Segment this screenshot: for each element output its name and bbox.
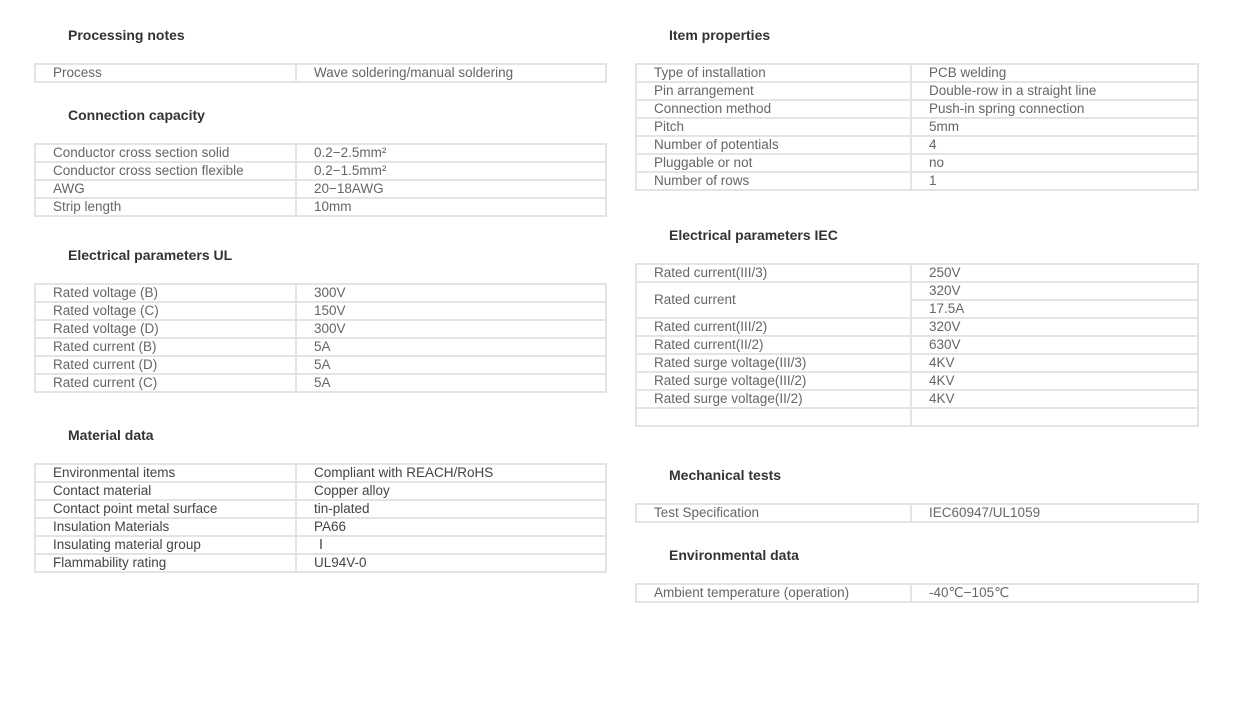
table-row <box>35 198 606 216</box>
row-value: 10mm <box>296 198 606 216</box>
connection-capacity-table <box>34 143 607 217</box>
table-row <box>35 518 606 536</box>
row-value: tin-plated <box>296 500 606 518</box>
row-label: Rated current (C) <box>35 374 296 392</box>
electrical-ul-table <box>34 283 607 393</box>
row-label: Contact point metal surface <box>35 500 296 518</box>
item-properties-title: Item properties <box>669 27 771 43</box>
row-label: Pitch <box>636 118 911 136</box>
row-label: Rated current(III/2) <box>636 318 911 336</box>
row-label: AWG <box>35 180 296 198</box>
row-label: Number of rows <box>636 172 911 190</box>
row-label: Number of potentials <box>636 136 911 154</box>
row-value: 320V <box>911 282 1198 300</box>
row-label: Environmental items <box>35 464 296 482</box>
environmental-data-table <box>635 583 1199 603</box>
row-label: Conductor cross section solid <box>35 144 296 162</box>
row-value: 320V <box>911 318 1198 336</box>
table-row <box>636 264 1198 282</box>
table-row <box>636 372 1198 390</box>
row-label: Connection method <box>636 100 911 118</box>
row-label: Rated voltage (B) <box>35 284 296 302</box>
row-label: Rated surge voltage(II/2) <box>636 390 911 408</box>
table-row <box>35 284 606 302</box>
row-value: UL94V-0 <box>296 554 606 572</box>
table-row <box>35 338 606 356</box>
row-label: Contact material <box>35 482 296 500</box>
table-row <box>35 482 606 500</box>
row-value: 0.2−1.5mm² <box>296 162 606 180</box>
row-label: Rated current(II/2) <box>636 336 911 354</box>
row-label: Ambient temperature (operation) <box>636 584 911 602</box>
table-row <box>35 500 606 518</box>
row-value: 1 <box>911 172 1198 190</box>
row-value: 5A <box>296 338 606 356</box>
row-value: Double-row in a straight line <box>911 82 1198 100</box>
row-label: Rated current (B) <box>35 338 296 356</box>
item-properties-table <box>635 63 1199 191</box>
mechanical-tests-title: Mechanical tests <box>669 467 782 483</box>
row-value: 250V <box>911 264 1198 282</box>
row-value: 4KV <box>911 390 1198 408</box>
table-row <box>636 390 1198 408</box>
row-value: 4KV <box>911 354 1198 372</box>
row-label: Strip length <box>35 198 296 216</box>
material-data-title: Material data <box>68 427 154 443</box>
row-value: 4KV <box>911 372 1198 390</box>
table-row <box>636 82 1198 100</box>
electrical-iec-table <box>635 263 1199 427</box>
table-row <box>35 302 606 320</box>
table-row <box>35 356 606 374</box>
table-row <box>636 408 1198 426</box>
row-label: Type of installation <box>636 64 911 82</box>
electrical-ul-title: Electrical parameters UL <box>68 247 233 263</box>
table-row <box>35 64 606 82</box>
electrical-iec-title: Electrical parameters IEC <box>669 227 838 243</box>
row-value: Compliant with REACH/RoHS <box>296 464 606 482</box>
row-value: Ⅰ <box>296 536 606 554</box>
table-row <box>35 180 606 198</box>
table-row <box>636 282 1198 300</box>
table-row <box>636 154 1198 172</box>
processing-notes-table <box>34 63 607 83</box>
row-label: Insulating material group <box>35 536 296 554</box>
row-value: 0.2−2.5mm² <box>296 144 606 162</box>
table-row <box>35 536 606 554</box>
row-label: Rated current(III/3) <box>636 264 911 282</box>
table-row <box>636 136 1198 154</box>
table-row <box>636 64 1198 82</box>
mechanical-tests-table <box>635 503 1199 523</box>
table-row <box>636 504 1198 522</box>
row-label: Rated current <box>636 282 911 318</box>
row-value: Push-in spring connection <box>911 100 1198 118</box>
table-row <box>636 318 1198 336</box>
row-value: 150V <box>296 302 606 320</box>
row-value: 300V <box>296 284 606 302</box>
row-label: Test Specification <box>636 504 911 522</box>
row-value: 17.5A <box>911 300 1198 318</box>
row-label: Flammability rating <box>35 554 296 572</box>
row-label: Rated voltage (C) <box>35 302 296 320</box>
row-value: 630V <box>911 336 1198 354</box>
table-row <box>35 320 606 338</box>
table-row <box>636 172 1198 190</box>
row-value: IEC60947/UL1059 <box>911 504 1198 522</box>
row-label <box>636 408 911 426</box>
row-value: 4 <box>911 136 1198 154</box>
row-label: Pluggable or not <box>636 154 911 172</box>
table-row <box>636 354 1198 372</box>
row-label: Pin arrangement <box>636 82 911 100</box>
table-row <box>35 374 606 392</box>
row-value: PCB welding <box>911 64 1198 82</box>
table-row <box>636 336 1198 354</box>
row-value: 5mm <box>911 118 1198 136</box>
row-value: PA66 <box>296 518 606 536</box>
row-label: Conductor cross section flexible <box>35 162 296 180</box>
row-value: 5A <box>296 374 606 392</box>
table-row <box>35 554 606 572</box>
table-row <box>35 144 606 162</box>
row-value: 20−18AWG <box>296 180 606 198</box>
row-label: Rated surge voltage(III/3) <box>636 354 911 372</box>
row-label: Rated voltage (D) <box>35 320 296 338</box>
table-row <box>636 100 1198 118</box>
row-value <box>911 408 1198 426</box>
connection-capacity-title: Connection capacity <box>68 107 205 123</box>
row-value: 300V <box>296 320 606 338</box>
row-label: Insulation Materials <box>35 518 296 536</box>
row-label: Process <box>35 64 296 82</box>
row-value: -40℃−105℃ <box>911 584 1198 602</box>
table-row <box>636 584 1198 602</box>
row-value: no <box>911 154 1198 172</box>
table-row <box>636 118 1198 136</box>
material-data-table <box>34 463 607 573</box>
table-row <box>35 464 606 482</box>
row-value: Copper alloy <box>296 482 606 500</box>
row-label: Rated surge voltage(III/2) <box>636 372 911 390</box>
row-value: Wave soldering/manual soldering <box>296 64 606 82</box>
environmental-data-title: Environmental data <box>669 547 799 563</box>
processing-notes-title: Processing notes <box>68 27 185 43</box>
row-label: Rated current (D) <box>35 356 296 374</box>
row-value: 5A <box>296 356 606 374</box>
table-row <box>35 162 606 180</box>
